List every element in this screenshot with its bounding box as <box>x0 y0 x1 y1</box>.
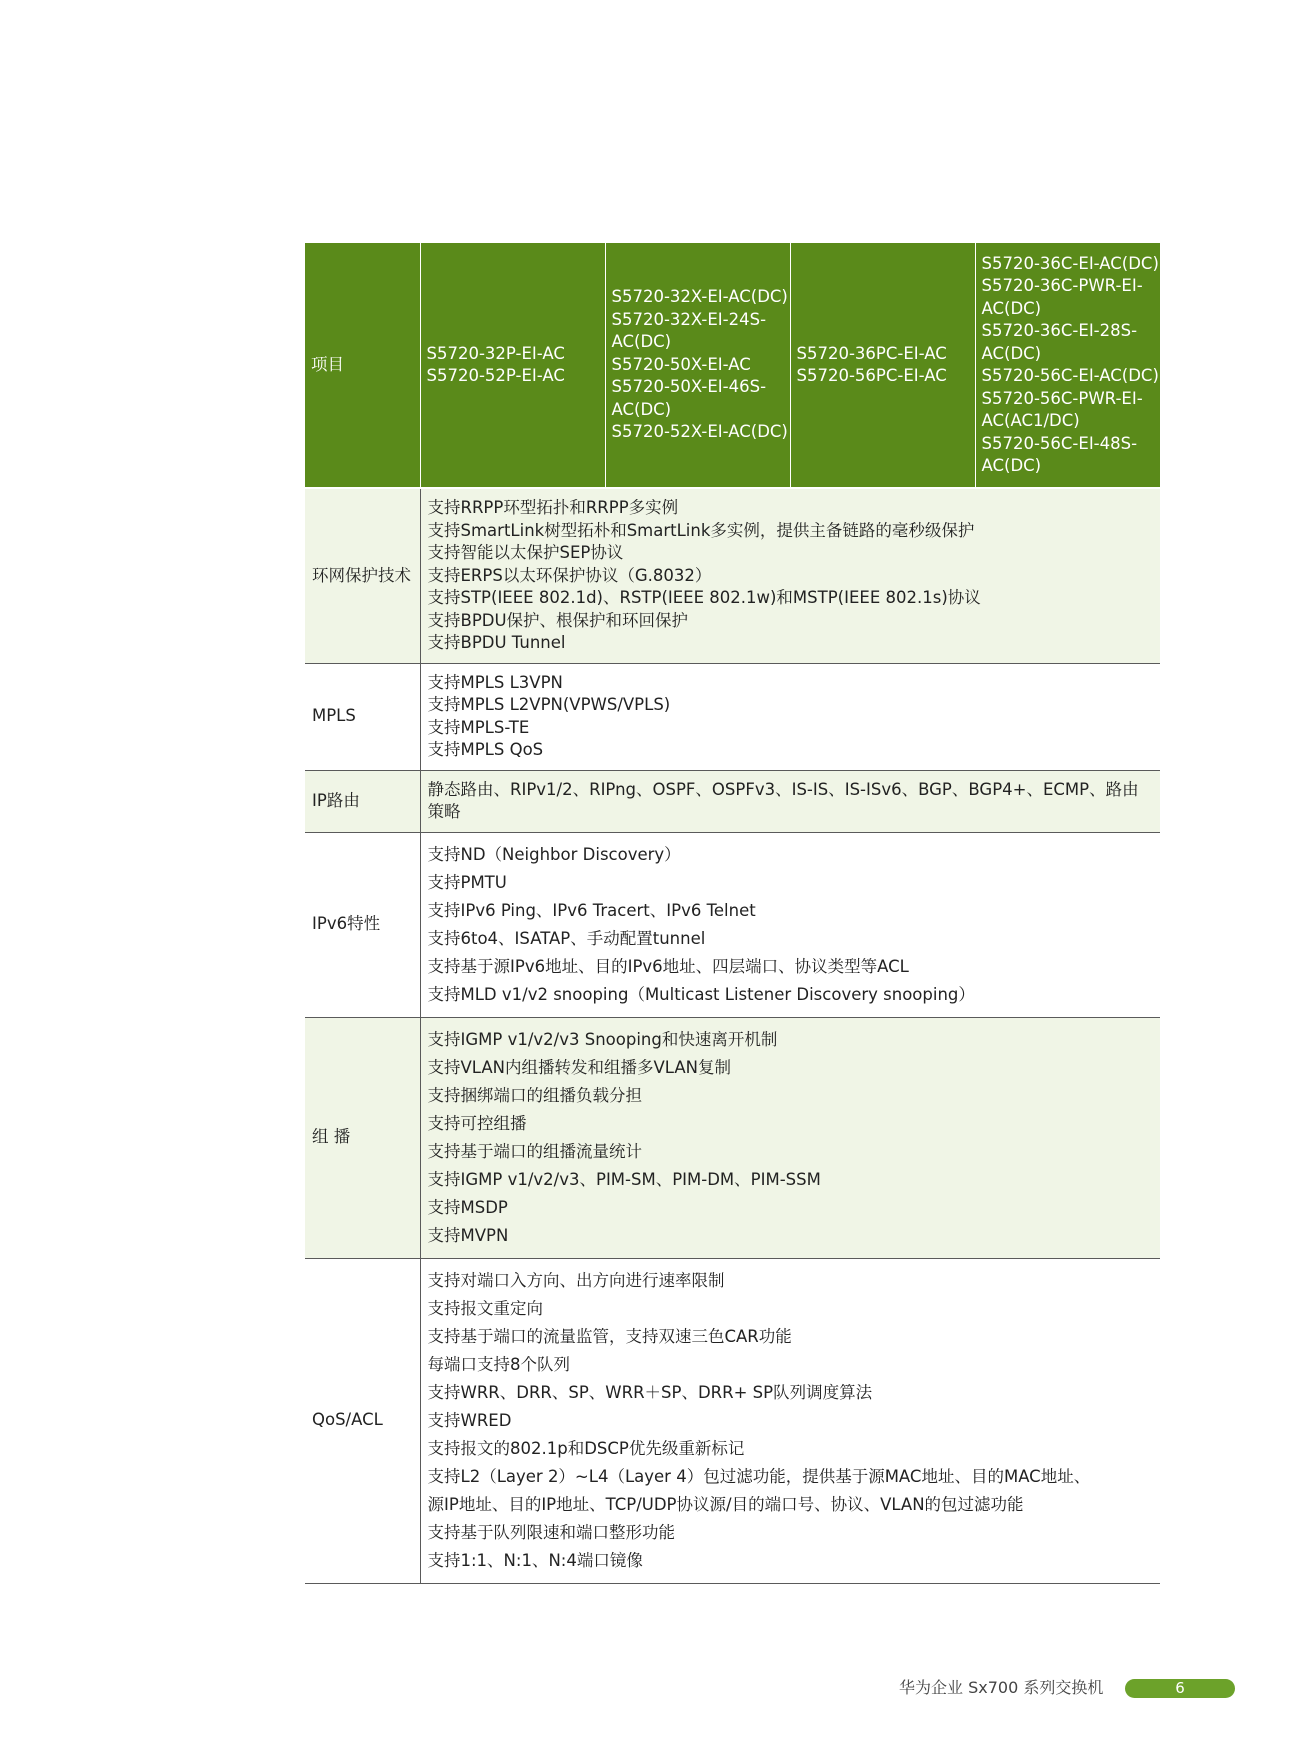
feature-line: 支持WRED <box>427 1410 512 1430</box>
table-row <box>305 488 1160 663</box>
feature-line: 支持基于队列限速和端口整形功能 <box>427 1522 675 1542</box>
model-name: AC(DC) <box>611 399 672 419</box>
table-row <box>305 770 1160 832</box>
feature-line: 支持STP(IEEE 802.1d)、RSTP(IEEE 802.1w)和MSTP(IEEE 802.1s)协议 <box>427 588 981 607</box>
feature-line: 支持MLD v1/v2 snooping（Multicast Listener Discovery snooping） <box>427 984 975 1004</box>
feature-line: 支持基于端口的组播流量统计 <box>427 1141 642 1161</box>
row-label: MPLS <box>305 663 420 770</box>
header-model-cell <box>975 243 1160 488</box>
model-name: S5720-36C-EI-AC(DC) <box>981 253 1159 273</box>
feature-line: 每端口支持8个队列 <box>427 1354 570 1374</box>
row-content <box>420 663 1160 770</box>
feature-line: 支持VLAN内组播转发和组播多VLAN复制 <box>427 1057 731 1077</box>
feature-line: 支持可控组播 <box>427 1113 527 1133</box>
feature-line: 静态路由、RIPv1/2、RIPng、OSPF、OSPFv3、IS-IS、IS-ISv6、BGP、BGP4+、ECMP、路由策略 <box>427 779 1139 821</box>
header-label: 项目 <box>305 243 420 488</box>
model-name: S5720-36C-EI-28S- <box>981 321 1138 340</box>
feature-line: 支持ND（Neighbor Discovery） <box>427 844 681 864</box>
spec-table <box>305 243 1160 1584</box>
row-label: IP路由 <box>305 770 420 832</box>
feature-line: 支持MSDP <box>427 1197 508 1217</box>
row-content <box>420 1017 1160 1258</box>
model-name: AC(DC) <box>981 298 1042 318</box>
model-name: S5720-32X-EI-AC(DC) <box>611 287 788 307</box>
header-model-cell <box>605 243 790 488</box>
model-name: AC(DC) <box>611 332 672 352</box>
feature-line: 支持6to4、ISATAP、手动配置tunnel <box>427 928 706 948</box>
feature-line: 支持MPLS-TE <box>427 717 530 737</box>
model-name: S5720-32X-EI-24S- <box>611 309 767 329</box>
feature-line: 支持MVPN <box>427 1225 509 1245</box>
table-row <box>305 1017 1160 1258</box>
table-row <box>305 663 1160 770</box>
feature-line: 支持捆绑端口的组播负载分担 <box>427 1085 642 1105</box>
feature-line: 支持L2（Layer 2）~L4（Layer 4）包过滤功能，提供基于源MAC地址、目的MAC地址、 <box>427 1466 1091 1486</box>
row-label: 组 播 <box>305 1017 420 1258</box>
row-label: 环网保护技术 <box>305 488 420 663</box>
model-name: AC(DC) <box>981 343 1042 363</box>
row-content <box>420 488 1160 663</box>
header-model-cell <box>420 243 605 488</box>
model-name: AC(AC1/DC) <box>981 411 1080 430</box>
page-number: 6 <box>1125 1679 1235 1698</box>
model-name: S5720-32P-EI-AC <box>426 343 565 363</box>
feature-line: 支持对端口入方向、出方向进行速率限制 <box>427 1270 725 1290</box>
feature-line: 支持IPv6 Ping、IPv6 Tracert、IPv6 Telnet <box>427 900 756 920</box>
header-model-cell <box>790 243 975 488</box>
feature-line: 支持IGMP v1/v2/v3、PIM-SM、PIM-DM、PIM-SSM <box>427 1169 821 1189</box>
feature-line: 支持基于源IPv6地址、目的IPv6地址、四层端口、协议类型等ACL <box>427 956 909 976</box>
table-header-row <box>305 243 1160 488</box>
feature-line: 源IP地址、目的IP地址、TCP/UDP协议源/目的端口号、协议、VLAN的包过滤功能 <box>427 1494 1024 1514</box>
model-name: S5720-52P-EI-AC <box>426 366 565 385</box>
feature-line: 支持MPLS L2VPN(VPWS/VPLS) <box>427 695 671 714</box>
row-content <box>420 770 1160 832</box>
feature-line: 支持MPLS QoS <box>427 740 544 759</box>
model-name: S5720-56C-PWR-EI- <box>981 388 1143 408</box>
row-label: IPv6特性 <box>305 832 420 1017</box>
model-name: AC(DC) <box>981 456 1042 475</box>
feature-line: 支持WRR、DRR、SP、WRR＋SP、DRR+ SP队列调度算法 <box>427 1382 873 1402</box>
feature-line: 支持智能以太保护SEP协议 <box>427 543 624 562</box>
feature-line: 支持SmartLink树型拓朴和SmartLink多实例，提供主备链路的毫秒级保护 <box>427 520 975 540</box>
table-row <box>305 1258 1160 1583</box>
feature-line: 支持IGMP v1/v2/v3 Snooping和快速离开机制 <box>427 1029 778 1049</box>
model-name: S5720-56PC-EI-AC <box>796 366 947 385</box>
table-row <box>305 832 1160 1017</box>
row-content <box>420 1258 1160 1583</box>
model-name: S5720-36PC-EI-AC <box>796 343 947 363</box>
feature-line: 支持ERPS以太环保护协议（G.8032） <box>427 565 712 585</box>
model-name: S5720-56C-EI-AC(DC) <box>981 366 1159 385</box>
footer-title: 华为企业 Sx700 系列交换机 <box>899 1678 1104 1697</box>
feature-line: 支持MPLS L3VPN <box>427 672 563 692</box>
model-name: S5720-50X-EI-46S- <box>611 377 767 397</box>
feature-line: 支持BPDU保护、根保护和环回保护 <box>427 610 689 630</box>
feature-line: 支持报文重定向 <box>427 1298 543 1318</box>
feature-line: 支持BPDU Tunnel <box>427 633 566 652</box>
model-name: S5720-52X-EI-AC(DC) <box>611 422 788 442</box>
feature-line: 支持报文的802.1p和DSCP优先级重新标记 <box>427 1438 745 1458</box>
row-label: QoS/ACL <box>305 1258 420 1583</box>
row-content <box>420 832 1160 1017</box>
model-name: S5720-36C-PWR-EI- <box>981 276 1143 295</box>
feature-line: 支持PMTU <box>427 872 507 892</box>
model-name: S5720-56C-EI-48S- <box>981 433 1138 453</box>
feature-line: 支持1:1、N:1、N:4端口镜像 <box>427 1550 643 1570</box>
feature-line: 支持基于端口的流量监管，支持双速三色CAR功能 <box>427 1326 792 1346</box>
feature-line: 支持RRPP环型拓扑和RRPP多实例 <box>427 498 679 517</box>
model-name: S5720-50X-EI-AC <box>611 354 751 374</box>
